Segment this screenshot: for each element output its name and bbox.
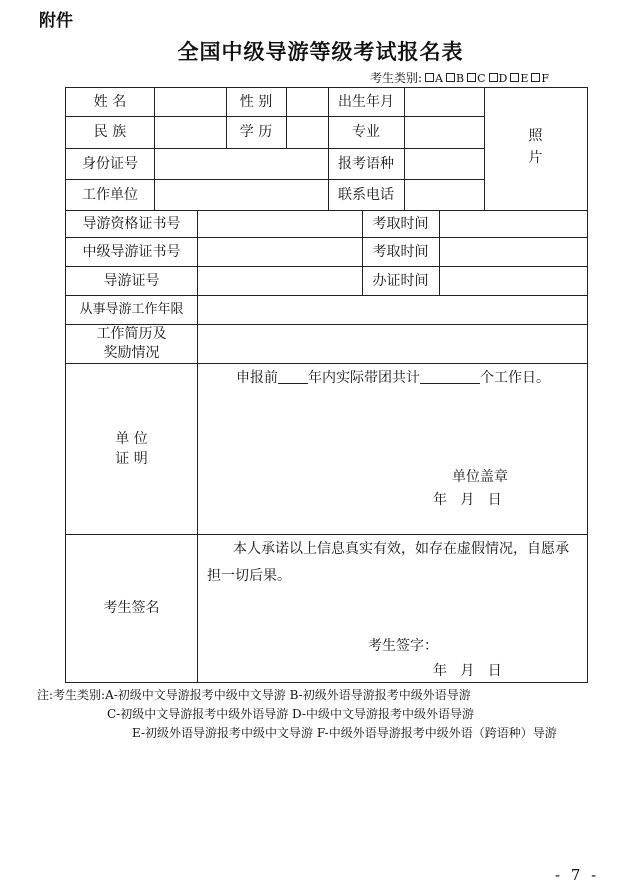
employer-label: 工作单位 — [82, 186, 138, 203]
unit-seal-label: 单位盖章 — [452, 469, 508, 485]
category-option-c: C — [477, 72, 486, 85]
birth-label: 出生年月 — [338, 94, 394, 110]
id-number-label: 身份证号 — [82, 155, 138, 172]
years-blank[interactable] — [278, 369, 308, 384]
name-label: 姓 名 — [93, 94, 127, 110]
registration-form-table — [65, 87, 588, 683]
unit-proof-label-line2: 证 明 — [115, 451, 148, 467]
pledge-line1: 本人承诺以上信息真实有效，如存在虚假情况，自愿承 — [233, 541, 569, 557]
obtain-time-label-2: 考取时间 — [372, 243, 429, 260]
obtain-time-label-1: 考取时间 — [372, 215, 429, 232]
ethnicity-label: 民 族 — [93, 124, 127, 140]
category-option-e: E — [520, 72, 529, 85]
checkbox-e[interactable] — [510, 73, 519, 82]
exam-language-label: 报考语种 — [338, 155, 394, 172]
candidate-category — [370, 69, 549, 86]
unit-proof-statement — [236, 368, 550, 388]
note-line-1: 注:考生类别:A-初级中文导游报考中级中文导游 B-初级外语导游报考中级外语导游 — [37, 688, 471, 702]
checkbox-b[interactable] — [446, 73, 455, 82]
photo-label-top: 照 — [528, 128, 543, 144]
qualification-cert-label: 导游资格证书号 — [82, 215, 181, 232]
category-option-f: F — [541, 72, 550, 85]
signature-label: 考生签名 — [103, 600, 160, 616]
checkbox-f[interactable] — [531, 73, 540, 82]
col-divider — [154, 88, 155, 210]
photo-label-bottom: 片 — [528, 150, 543, 166]
form-title: 全国中级导游等级考试报名表 — [177, 39, 464, 64]
workdays-blank[interactable] — [420, 369, 480, 384]
proof-text-part1: 申报前 — [236, 370, 278, 386]
annex-label: 附件 — [39, 11, 73, 31]
sign-date: 年 月 日 — [433, 663, 502, 679]
resume-label-line1: 工作简历及 — [96, 326, 167, 342]
col-divider — [439, 210, 440, 295]
col-divider — [286, 88, 287, 148]
major-label: 专业 — [352, 124, 380, 140]
pledge-line2: 担一切后果。 — [207, 568, 291, 584]
checkbox-c[interactable] — [467, 73, 476, 82]
gender-label: 性 别 — [239, 94, 273, 110]
phone-label: 联系电话 — [338, 186, 394, 203]
issue-time-label: 办证时间 — [372, 272, 429, 289]
checkbox-d[interactable] — [489, 73, 498, 82]
note-line-3: E-初级外语导游报考中级中文导游 F-中级外语导游报考中级外语（跨语种）导游 — [132, 726, 557, 740]
work-years-label: 从事导游工作年限 — [79, 301, 184, 317]
resume-label-line2: 奖励情况 — [103, 345, 160, 361]
checkbox-a[interactable] — [425, 73, 434, 82]
row-divider — [66, 363, 587, 364]
proof-text-part3: 个工作日。 — [480, 370, 550, 386]
row-divider — [66, 534, 587, 535]
category-option-d: D — [498, 72, 508, 85]
note-line-2: C-初级中文导游报考中级外语导游 D-中级中文导游报考中级外语导游 — [107, 707, 474, 721]
unit-proof-label-line1: 单 位 — [115, 431, 148, 447]
category-option-b: B — [456, 72, 465, 85]
col-divider — [404, 88, 405, 210]
category-option-a: A — [435, 72, 443, 85]
page-number: - 7 - — [555, 866, 600, 884]
unit-date: 年 月 日 — [433, 492, 502, 508]
category-label: 考生类别: — [370, 71, 423, 85]
education-label: 学 历 — [239, 124, 273, 140]
col-divider — [197, 210, 198, 682]
candidate-sign-label: 考生签字： — [368, 638, 438, 654]
mid-cert-label: 中级导游证书号 — [82, 243, 181, 260]
proof-text-part2: 年内实际带团共计 — [308, 370, 420, 386]
guide-card-label: 导游证号 — [103, 272, 160, 289]
